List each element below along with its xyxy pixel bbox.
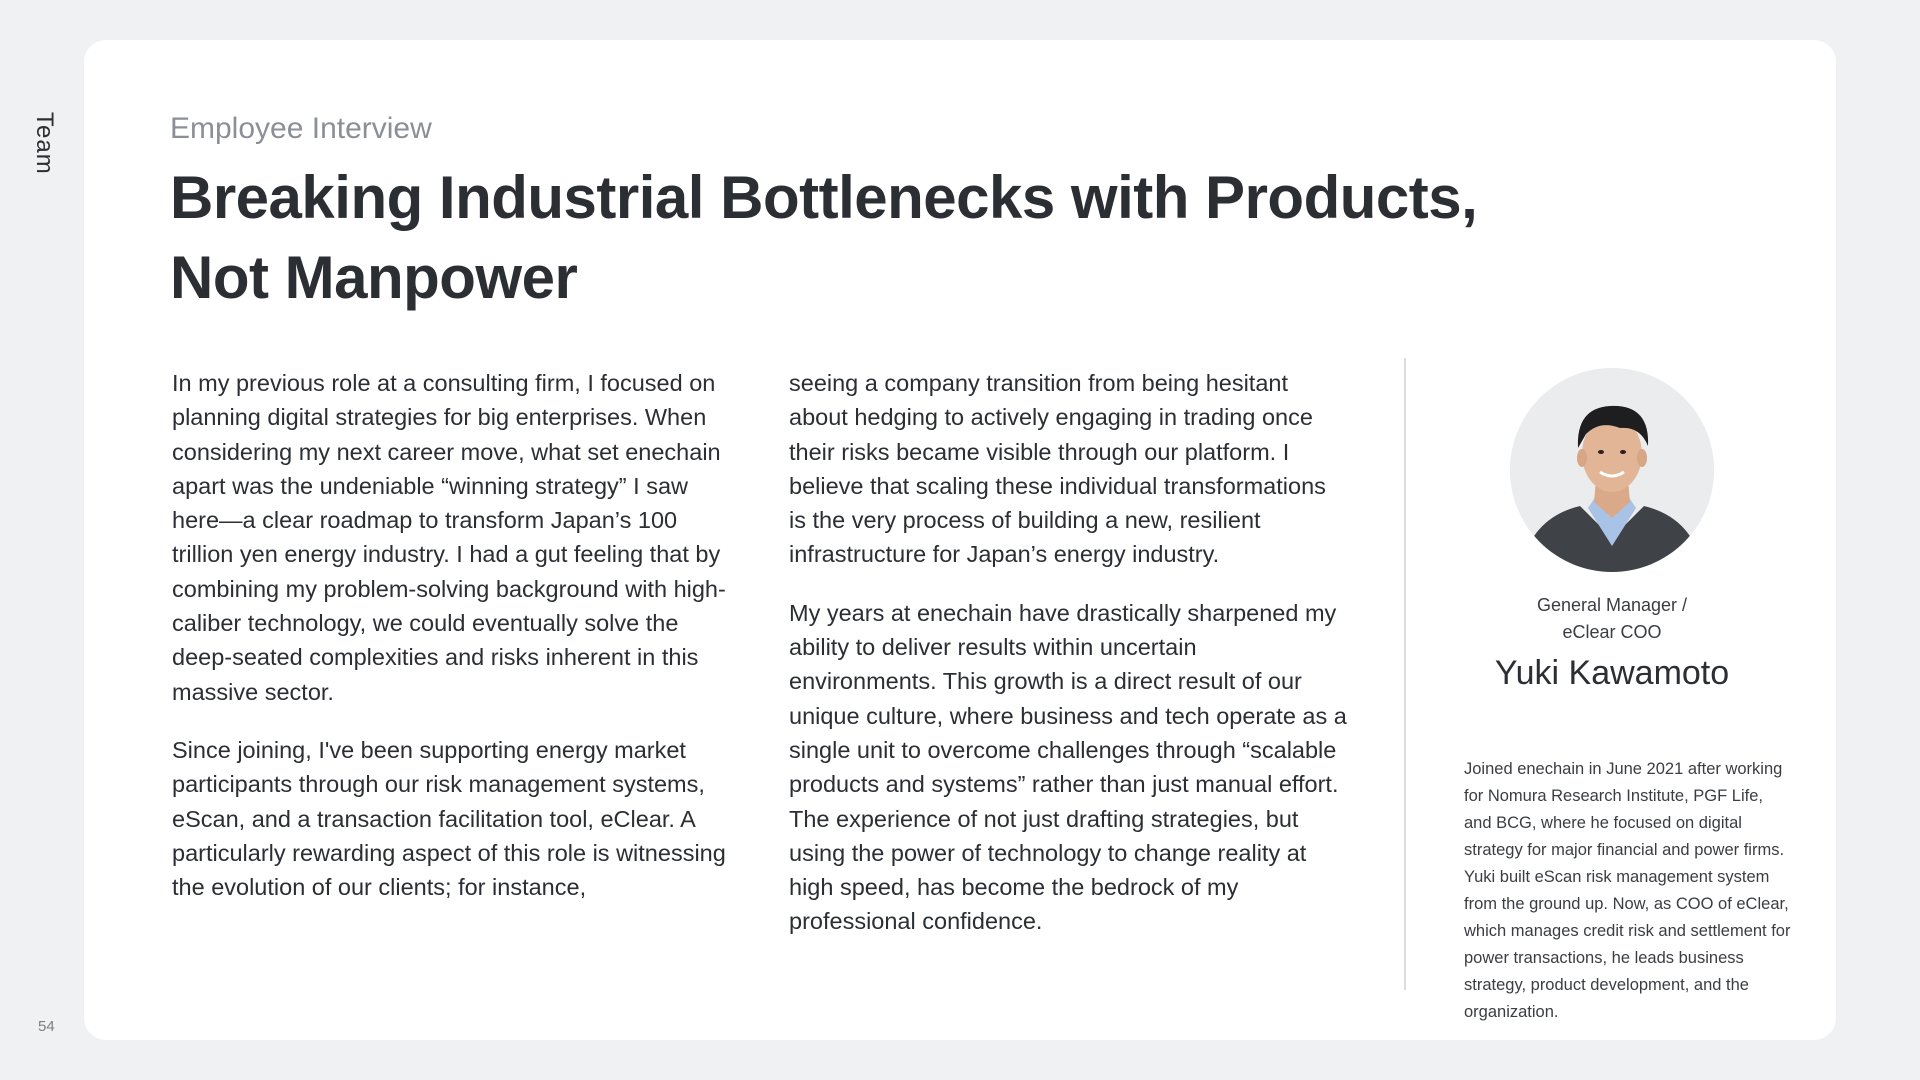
page-number: 54 [38,1018,55,1035]
profile-name: Yuki Kawamoto [1494,654,1730,692]
title-line-1: Breaking Industrial Bottlenecks with Products, [170,164,1478,231]
profile-bio: Joined enechain in June 2021 after working for Nomura Research Institute, PGF Life, and BCG, where he focused on digital strategy for major financial and power firms. Yuki built eScan risk management system from the ground up. Now, as COO of eClear, which manages credit risk and settlement for power transactions, he leads business strategy, product development, and the organization. [1464,760,1791,1021]
content-card [84,40,1836,1040]
article-paragraph: My years at enechain have drastically sharpened my ability to deliver results within uncertain environments. This growth is a direct result of our unique culture, where business and tech operate as a single unit to overcome challenges through “scalable products and systems” rather than just manual effort. The experience of not just drafting strategies, but using the power of technology to change reality at high speed, has become the bedrock of my professional confidence. [789,599,1347,935]
role-line-2: eClear COO [1562,622,1662,642]
title-line-2: Not Manpower [170,244,578,311]
column-divider [1404,358,1406,990]
avatar [1510,368,1714,572]
article-column-right [789,366,1349,963]
article-column-left [172,366,732,928]
section-label: Team [31,112,58,175]
article-paragraph: Since joining, I've been supporting energy market participants through our risk management systems, eScan, and a transaction facilitation tool, eClear. A particularly rewarding aspect of this role is witnessing the evolution of our clients; for instance, [172,736,726,901]
portrait-illustration [1510,368,1714,572]
page-title [170,158,1570,318]
profile-role [1464,592,1760,646]
role-line-1: General Manager / [1536,595,1688,615]
eyebrow-label: Employee Interview [170,112,432,145]
article-paragraph: In my previous role at a consulting firm, I focused on planning digital strategies for big enterprises. When considering my next career move, what set enechain apart was the undeniable “winning strategy” I saw here—a clear roadmap to transform Japan’s 100 trillion yen energy industry. I had a gut feeling that by combining my problem-solving background with high-caliber technology, we could eventually solve the deep-seated complexities and risks inherent in this massive sector. [172,370,726,705]
article-paragraph: seeing a company transition from being hesitant about hedging to actively engaging in trading once their risks became visible through our platform. I believe that scaling these individual transformations is the very process of building a new, resilient infrastructure for Japan’s energy industry. [789,370,1326,568]
